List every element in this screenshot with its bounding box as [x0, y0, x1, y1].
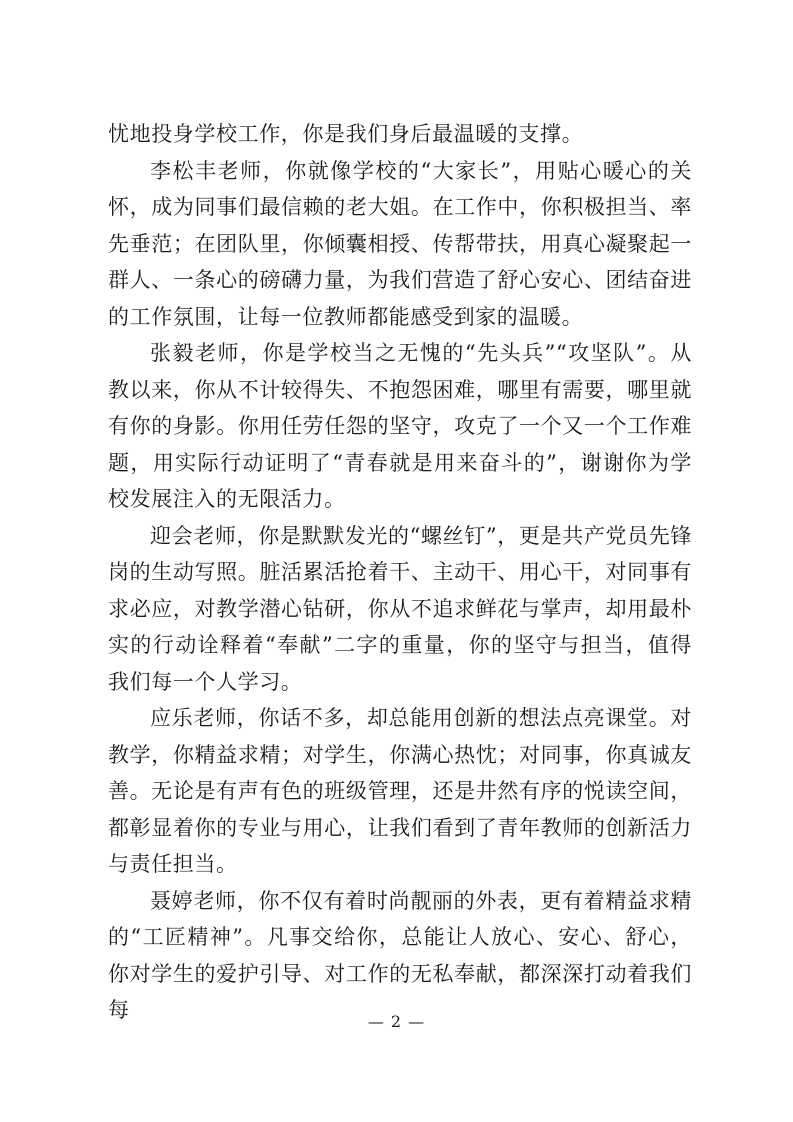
paragraph-1: 忧地投身学校工作，你是我们身后最温暖的支撑。 [108, 122, 584, 146]
paragraph-3: 张毅老师，你是学校当之无愧的“先头兵”“攻坚队”。从教以来，你从不计较得失、不抱怨困难，哪里有需要，哪里就有你的身影。你用任劳任怨的坚守，攻克了一个又一个工作难题，用实际行动证明了“青春就是用来奋斗的”，谢谢你为学校发展注入的无限活力。 [108, 341, 692, 511]
page-number: — 2 — [367, 1012, 426, 1031]
paragraph-5: 应乐老师，你话不多，却总能用创新的想法点亮课堂。对教学，你精益求精；对学生，你满心热忱；对同事，你真诚友善。无论是有声有色的班级管理，还是井然有序的悦读空间，都彰显着你的专业与用心，让我们看到了青年教师的创新活力与责任担当。 [108, 706, 692, 876]
paragraph-2: 李松丰老师，你就像学校的“大家长”，用贴心暖心的关怀，成为同事们最信赖的老大姐。在工作中，你积极担当、率先垂范；在团队里，你倾囊相授、传帮带扶，用真心凝聚起一群人、一条心的磅礴力量，为我们营造了舒心安心、团结奋进的工作氛围，让每一位教师都能感受到家的温暖。 [108, 158, 692, 329]
paragraph-4: 迎会老师，你是默默发光的“螺丝钉”，更是共产党员先锋岗的生动写照。脏活累活抢着干、主动干、用心干，对同事有求必应，对教学潜心钻研，你从不追求鲜花与掌声，却用最朴实的行动诠释着“奉献”二字的重量，你的坚守与担当，值得我们每一个人学习。 [108, 523, 692, 694]
paragraph-6: 聂婷老师，你不仅有着时尚靓丽的外表，更有着精益求精的“工匠精神”。凡事交给你，总能让人放心、安心、舒心，你对学生的爱护引导、对工作的无私奉献，都深深打动着我们每 [108, 888, 692, 1022]
document-body [108, 116, 692, 1029]
